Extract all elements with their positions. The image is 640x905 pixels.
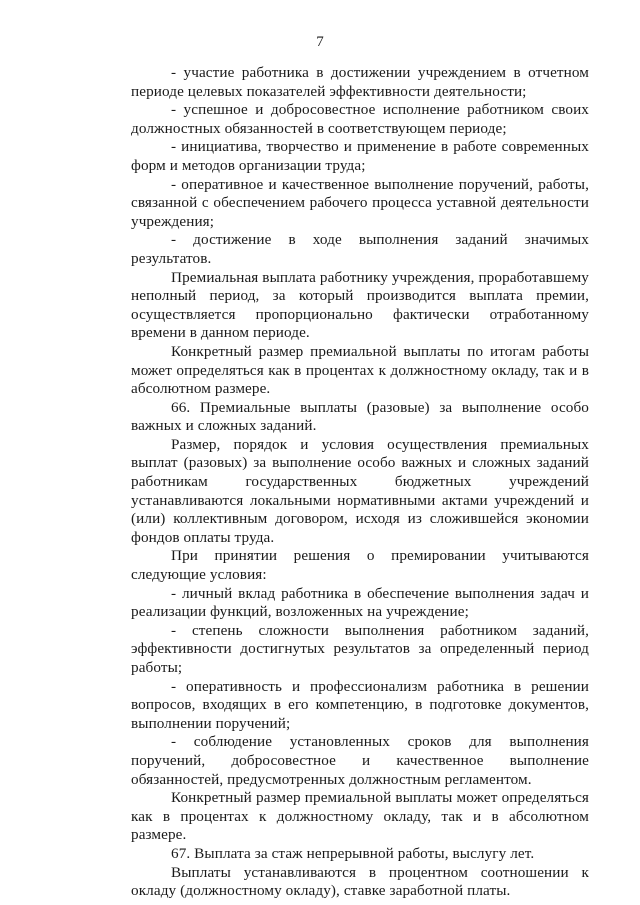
paragraph-15: Конкретный размер премиальной выплаты может определяться как в процентах к должностному окладу, так и в абсолютном размере. bbox=[131, 789, 589, 844]
page-number: 7 bbox=[316, 34, 324, 50]
paragraph-7: Конкретный размер премиальной выплаты по итогам работы может определяться как в процентах к должностному окладу, так и в абсолютном размере. bbox=[131, 342, 589, 398]
paragraph-6: Премиальная выплата работнику учреждения, проработавшему неполный период, за который производится выплата премии, осуществляется пропорционально фактически отработанному времени в данном периоде. bbox=[131, 268, 589, 342]
document-body bbox=[131, 64, 589, 901]
paragraph-10: При принятии решения о премировании учитываются следующие условия: bbox=[131, 547, 589, 584]
paragraph-5: - достижение в ходе выполнения заданий значимых результатов. bbox=[131, 231, 589, 267]
paragraph-1: - участие работника в достижении учреждением в отчетном периоде целевых показателей эффективности деятельности; bbox=[131, 64, 589, 100]
paragraph-13: - оперативность и профессионализм работника в решении вопросов, входящих в его компетенцию, в подготовке документов, выполнении поручений; bbox=[131, 677, 589, 732]
paragraph-3: - инициатива, творчество и применение в работе современных форм и методов организации труда; bbox=[131, 138, 589, 174]
paragraph-11: - личный вклад работника в обеспечение выполнения задач и реализации функций, возложенных на учреждение; bbox=[131, 584, 589, 621]
paragraph-12: - степень сложности выполнения работником заданий, эффективности достигнутых результатов за определенный период работы; bbox=[131, 621, 589, 676]
paragraph-8: 66. Премиальные выплаты (разовые) за выполнение особо важных и сложных заданий. bbox=[131, 398, 589, 435]
paragraph-2: - успешное и добросовестное исполнение работником своих должностных обязанностей в соответствующем периоде; bbox=[131, 101, 589, 137]
paragraph-14: - соблюдение установленных сроков для выполнения поручений, добросовестное и качественное выполнение обязанностей, предусмотренных должностным регламентом. bbox=[131, 733, 589, 788]
paragraph-9: Размер, порядок и условия осуществления премиальных выплат (разовых) за выполнение особо важных и сложных заданий работникам государственных бюджетных учреждений устанавливаются локальными нормативными актами учреждений и (или) коллективным договором, исходя из сложившейся экономии фондов оплаты труда. bbox=[131, 435, 589, 546]
paragraph-16: 67. Выплата за стаж непрерывной работы, выслугу лет. bbox=[171, 844, 535, 862]
paragraph-4: - оперативное и качественное выполнение поручений, работы, связанной с обеспечением рабочего процесса уставной деятельности учреждения; bbox=[131, 175, 589, 230]
paragraph-17: Выплаты устанавливаются в процентном соотношении к окладу (должностному окладу), ставке заработной платы. bbox=[131, 863, 589, 900]
